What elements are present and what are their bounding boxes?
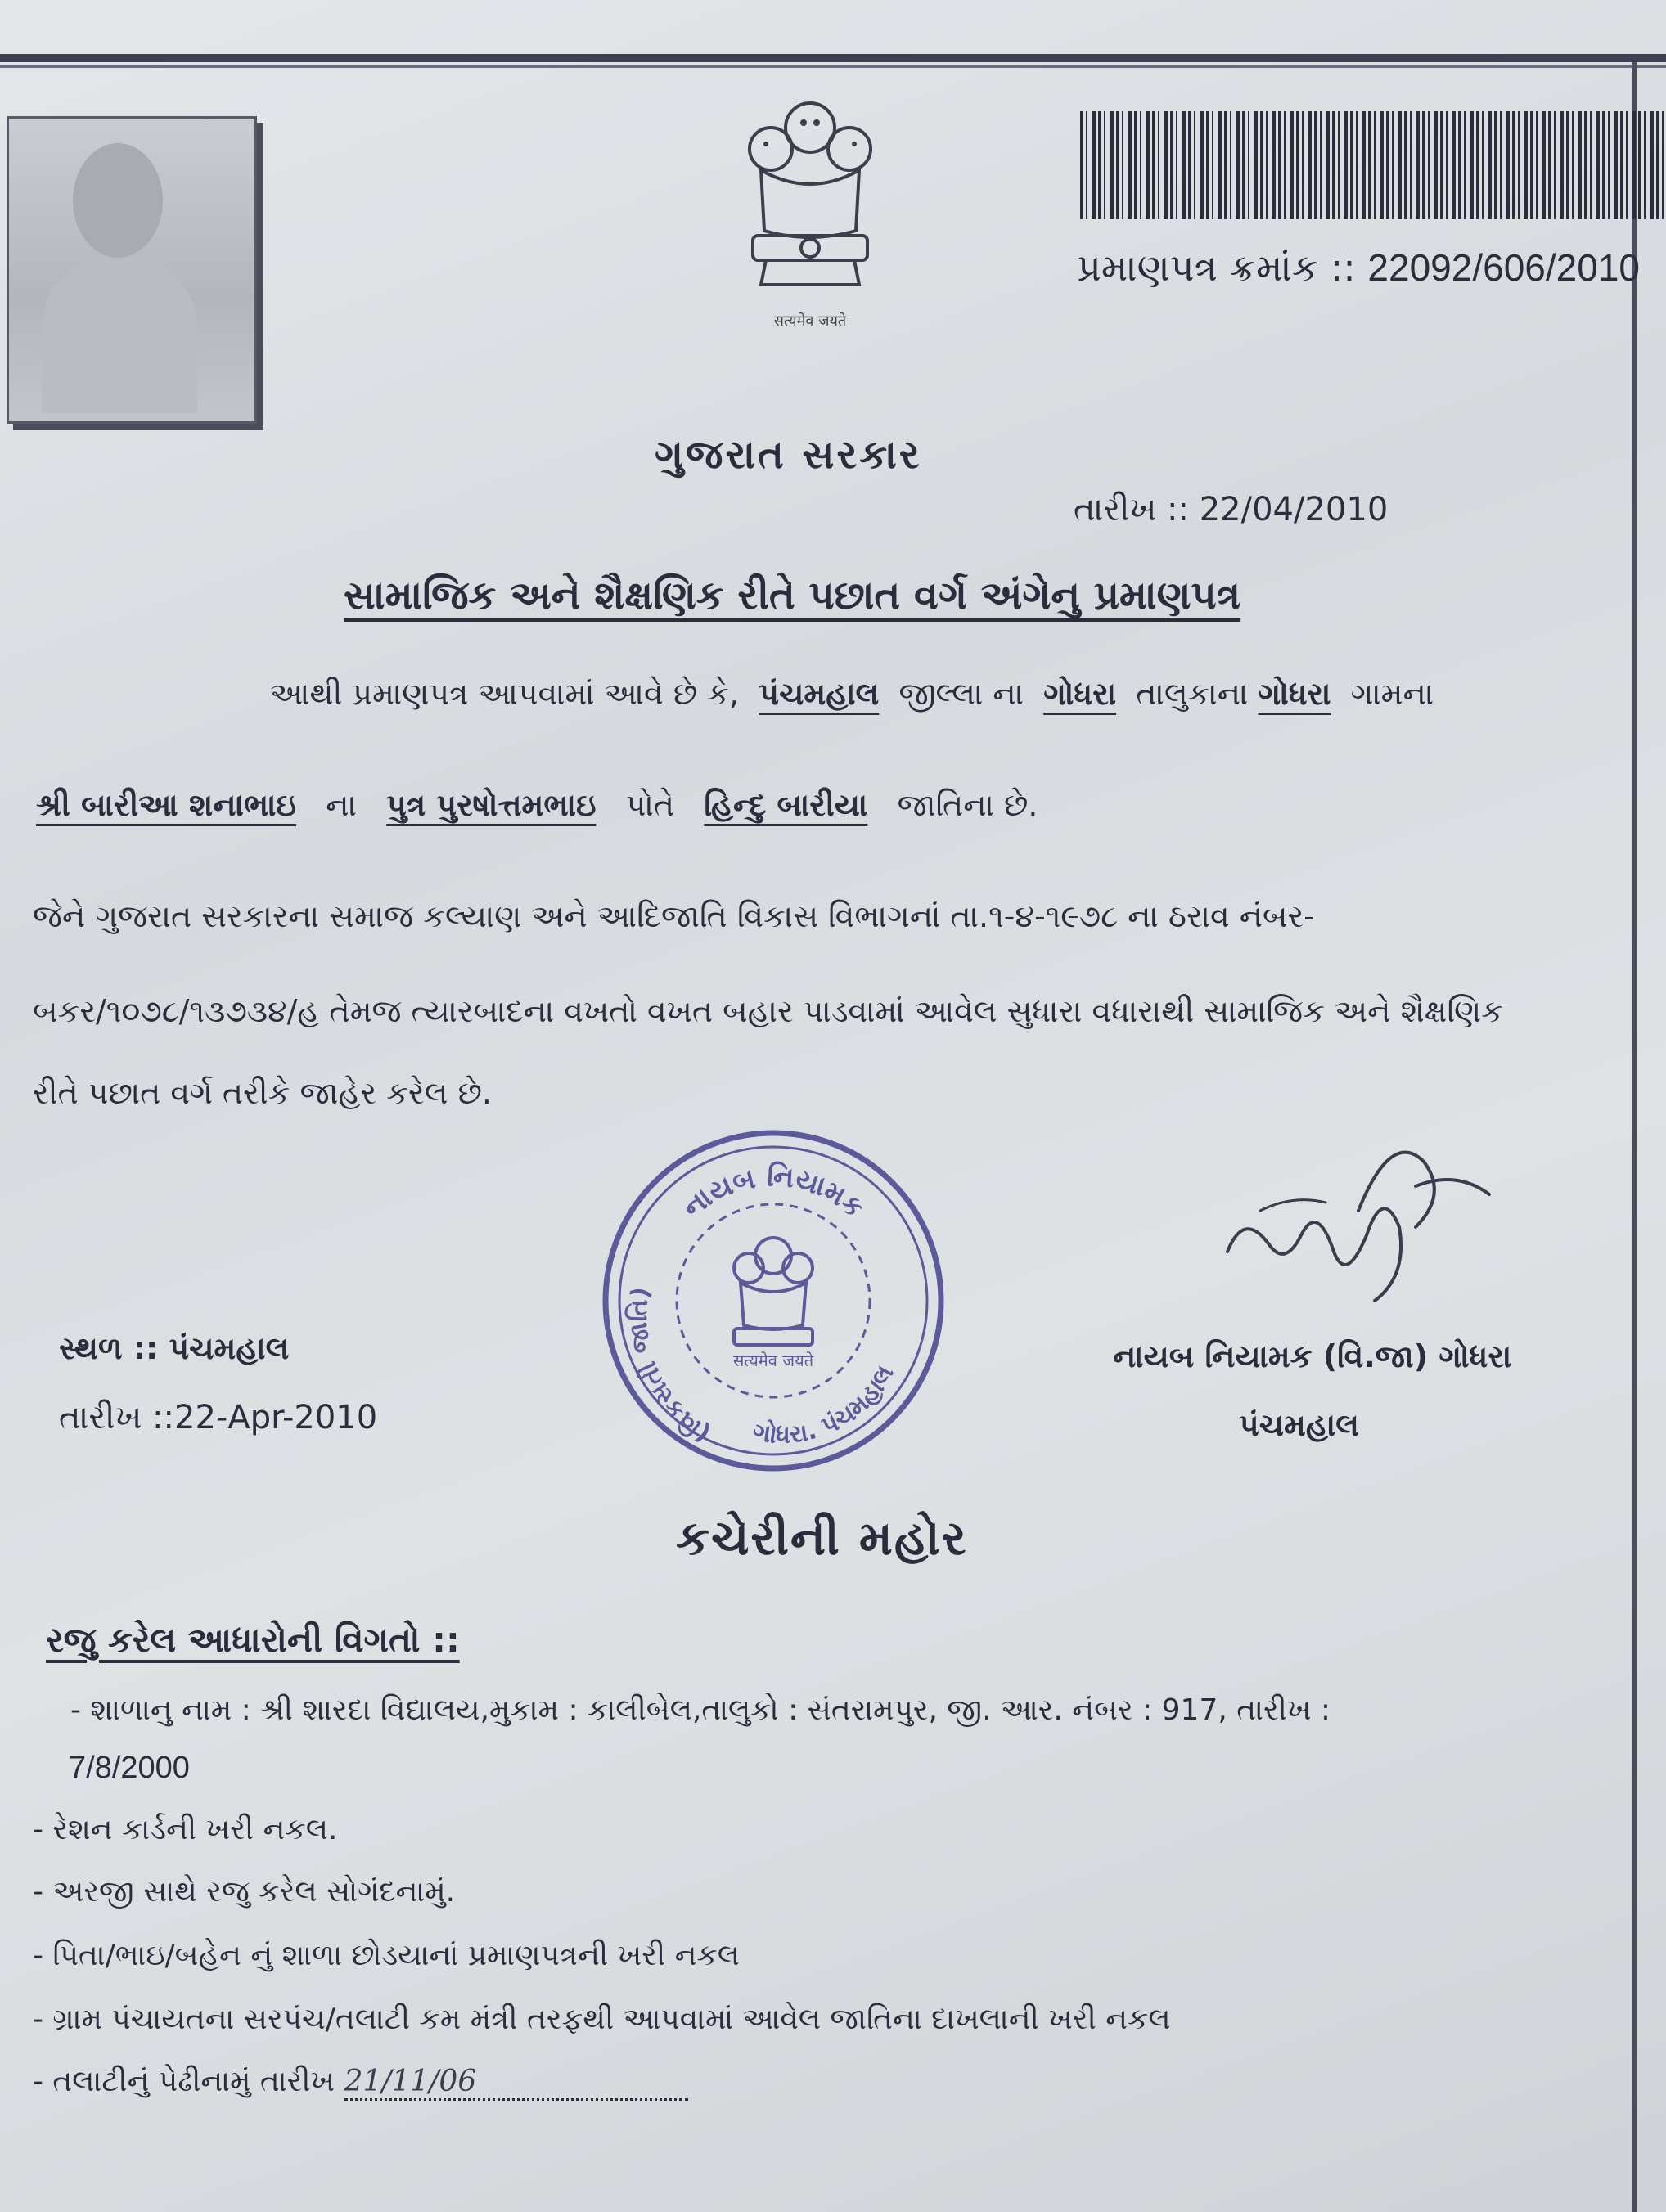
svg-text:નાયબ નિયામક <box>677 1160 870 1225</box>
page-border-top-inner <box>0 65 1666 68</box>
line1-text1: જીલ્લા ના <box>898 676 1024 712</box>
certificate-title: સામાજિક અને શૈક્ષણિક રીતે પછાત વર્ગ અંગેનુ પ્રમાણપત્ર <box>344 573 1241 618</box>
village-value: ગોધરા <box>1258 676 1331 712</box>
seal-left-text: (વિકસતી જાતિ) <box>624 1284 716 1449</box>
father-name: શ્રી બારીઆ શનાભાઇ <box>36 787 297 823</box>
doc-school-date: 7/8/2000 <box>69 1751 190 1785</box>
national-emblem-icon <box>728 92 892 304</box>
applicant-name: પુત્ર પુરષોત્તમભાઇ <box>386 787 597 823</box>
issue-date <box>1074 491 1388 528</box>
officer-designation: નાયબ નિયામક (વિ.જા) ગોધરા <box>1113 1338 1512 1374</box>
line2-text1: ના <box>326 787 357 823</box>
para2-line2: બકર/૧૦૭૮/૧૩૭૩૪/હ તેમજ ત્યારબાદના વખતો વખત બહાર પાડવામાં આવેલ સુધારા વધારાથી સામાજિક અને શૈક્ષણિક <box>33 993 1503 1029</box>
applicant-photo <box>7 116 257 424</box>
bottom-date-label: તારીખ :: <box>59 1399 174 1436</box>
line1-text2: તાલુકાના <box>1136 676 1249 712</box>
svg-text:ગોધરા. પંચમહાલ <box>751 1360 900 1450</box>
bottom-date-value: 22-Apr-2010 <box>174 1399 378 1436</box>
taluka-value: ગોધરા <box>1043 676 1117 712</box>
doc-talati-genealogy <box>33 2065 688 2101</box>
seal-bottom-text: ગોધરા. પંચમહાલ <box>750 1360 900 1450</box>
doc-leaving-certificate: - પિતા/ભાઇ/બહેન નું શાળા છોડયાનાં પ્રમાણપત્રની ખરી નકલ <box>33 1939 741 1972</box>
issue-date-label: તારીખ :: <box>1074 491 1189 528</box>
place <box>59 1330 289 1367</box>
issue-date-value: 22/04/2010 <box>1199 491 1389 528</box>
line1-prefix: આથી પ્રમાણપત્ર આપવામાં આવે છે કે, <box>270 676 740 712</box>
doc-talati-label: - તલાટીનું પેઢીનામું તારીખ <box>33 2065 335 2098</box>
emblem-motto: सत्यमेव जयते <box>773 312 847 330</box>
documents-heading: રજુ કરેલ આધારોની વિગતો :: <box>46 1620 460 1660</box>
line2-text2: પોતે <box>625 787 675 823</box>
place-value: પંચમહાલ <box>169 1330 290 1366</box>
para1-line1 <box>270 676 1434 713</box>
seal-motto: सत्यमेव जयते <box>732 1351 814 1370</box>
seal-top-text: નાયબ નિયામક <box>677 1160 871 1225</box>
doc-caste-certificate: - ગ્રામ પંચાયતના સરપંચ/તલાટી કમ મંત્રી તરફથી આપવામાં આવેલ જાતિના દાખલાની ખરી નકલ <box>33 2003 1171 2036</box>
district-value: પંચમહાલ <box>759 676 880 712</box>
place-label: સ્થળ :: <box>59 1330 159 1366</box>
doc-ration-card: - રેશન કાર્ડની ખરી નકલ. <box>33 1813 338 1846</box>
doc-school: - શાળાનુ નામ : શ્રી શારદા વિદ્યાલય,મુકામ : કાલીબેલ,તાલુકો : સંતરામપુર, જી. આર. નંબર : 917, તારીખ : <box>70 1693 1331 1727</box>
para1-line2 <box>36 787 1038 824</box>
officer-location: પંચમહાલ <box>1239 1407 1359 1443</box>
para2-line3: રીતે પછાત વર્ગ તરીકે જાહેર કરેલ છે. <box>33 1075 492 1111</box>
office-stamp <box>593 1121 953 1481</box>
talati-date-handwritten: 21/11/06 <box>344 2065 477 2098</box>
photo-head <box>73 143 163 258</box>
svg-text:(વિકસતી જાતિ) <box>624 1285 716 1449</box>
line2-text3: જાતિના છે. <box>897 787 1038 823</box>
caste-value: હિન્દુ બારીયા <box>704 787 868 823</box>
certificate-number <box>1077 245 1640 291</box>
government-name: ગુજરાત સરકાર <box>655 432 922 478</box>
photo-body <box>42 258 197 413</box>
page-border-top <box>0 54 1666 62</box>
certificate-number-value: 22092/606/2010 <box>1367 246 1640 289</box>
line1-text3: ગામના <box>1350 676 1434 712</box>
doc-affidavit: - અરજી સાથે રજુ કરેલ સોગંદનામું. <box>33 1875 456 1909</box>
barcode <box>1080 111 1666 219</box>
certificate-number-label: પ્રમાણપત્ર ક્રમાંક :: <box>1077 245 1356 290</box>
officer-signature <box>1211 1113 1506 1317</box>
para2-line1: જેને ગુજરાત સરકારના સમાજ કલ્યાણ અને આદિજાતિ વિકાસ વિભાગનાં તા.૧-૪-૧૯૭૮ ના ઠરાવ નંબર- <box>33 898 1315 934</box>
bottom-date <box>59 1399 377 1436</box>
office-seal-label: કચેરીની મહોર <box>676 1510 968 1566</box>
page-border-right <box>1632 62 1637 2212</box>
